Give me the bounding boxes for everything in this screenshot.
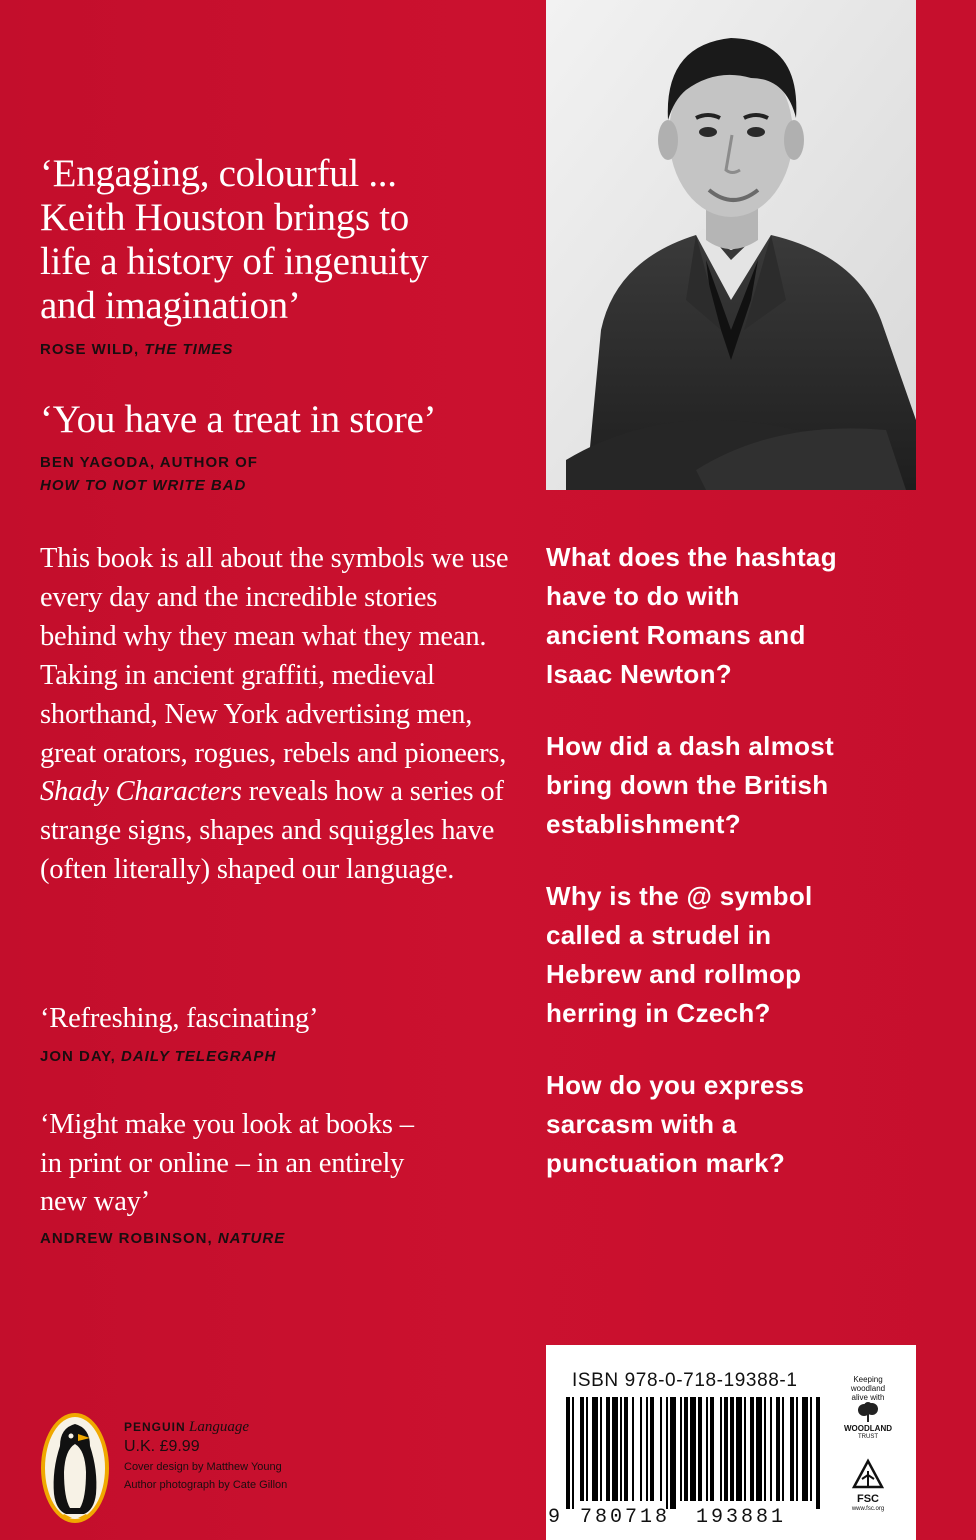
barcode-bar bbox=[586, 1397, 588, 1501]
barcode-bar bbox=[612, 1397, 618, 1501]
blurb-part-1: This book is all about the symbols we use every day and the incredible stories behind why they mean what they mean. Taking in ancient graffiti, medieval shorthand, New York advertising men, great orators, rogues, rebels and pioneers, bbox=[40, 543, 509, 769]
barcode-bar bbox=[660, 1397, 662, 1501]
penguin-logo bbox=[38, 1410, 112, 1526]
barcode-bar bbox=[624, 1397, 628, 1501]
imprint-line bbox=[124, 1418, 374, 1436]
quote-yagoda: ‘You have a treat in store’ bbox=[40, 398, 437, 441]
barcode-bar bbox=[606, 1397, 610, 1501]
attribution-name: ROSE WILD, bbox=[40, 341, 145, 358]
barcode-bar bbox=[680, 1397, 682, 1501]
barcode-bar bbox=[650, 1397, 654, 1501]
quote-telegraph: ‘Refreshing, fascinating’ bbox=[40, 1003, 319, 1034]
fsc-label: FSC bbox=[857, 1493, 879, 1505]
fsc-tree-icon bbox=[848, 1457, 888, 1491]
woodland-text-2: woodland bbox=[850, 1384, 886, 1393]
barcode-bar bbox=[600, 1397, 602, 1501]
fsc-url: www.fsc.org bbox=[851, 1506, 885, 1512]
barcode-digits-left: 780718 bbox=[580, 1506, 671, 1529]
question-sarcasm: How do you express sarcasm with a punctuation mark? bbox=[546, 1070, 805, 1178]
barcode-bar bbox=[646, 1397, 648, 1501]
attribution-line-2: HOW TO NOT WRITE BAD bbox=[40, 477, 247, 494]
quote-nature-attribution bbox=[40, 1227, 285, 1250]
barcode-bar bbox=[770, 1397, 772, 1501]
quote-nature: ‘Might make you look at books – in print or online – in an entirely new way’ bbox=[40, 1109, 414, 1217]
barcode-bar bbox=[698, 1397, 702, 1501]
barcode-bar bbox=[710, 1397, 714, 1501]
barcode-bar bbox=[640, 1397, 642, 1501]
author-photo-illustration bbox=[546, 0, 916, 490]
woodland-trust-mark bbox=[838, 1375, 898, 1442]
barcode-bar bbox=[666, 1397, 668, 1509]
barcode-bar bbox=[744, 1397, 746, 1501]
quote-yagoda-attribution bbox=[40, 451, 258, 497]
question-at-symbol: Why is the @ symbol called a strudel in Hebrew and rollmop herring in Czech? bbox=[546, 881, 813, 1028]
barcode-bar bbox=[632, 1397, 634, 1501]
barcode-bar bbox=[790, 1397, 794, 1501]
imprint-block bbox=[124, 1418, 374, 1494]
publisher-name: PENGUIN bbox=[124, 1420, 186, 1434]
quote-times: ‘Engaging, colourful ... Keith Houston brings to life a history of ingenuity and imagination’ bbox=[40, 152, 429, 327]
barcode-bar bbox=[750, 1397, 754, 1501]
barcode-bar bbox=[730, 1397, 734, 1501]
price: U.K. £9.99 bbox=[124, 1438, 200, 1455]
isbn-label: ISBN 978-0-718-19388-1 bbox=[572, 1370, 798, 1391]
barcode-bar bbox=[782, 1397, 784, 1501]
barcode-bar bbox=[720, 1397, 722, 1501]
barcode-bar bbox=[580, 1397, 584, 1501]
question-hashtag: What does the hashtag have to do with ancient Romans and Isaac Newton? bbox=[546, 542, 837, 689]
woodland-text-1: Keeping bbox=[853, 1375, 883, 1384]
barcode-bar bbox=[802, 1397, 808, 1501]
barcode-bar bbox=[566, 1397, 570, 1509]
question-dash: How did a dash almost bring down the British establishment? bbox=[546, 731, 835, 839]
barcode-bar bbox=[796, 1397, 798, 1501]
barcode-bar bbox=[816, 1397, 820, 1509]
photo-credit: Author photograph by Cate Gillon bbox=[124, 1479, 288, 1491]
fsc-mark bbox=[838, 1457, 898, 1514]
barcode-bar bbox=[764, 1397, 766, 1501]
barcode-panel bbox=[546, 1345, 916, 1540]
attribution-name: ANDREW ROBINSON, bbox=[40, 1230, 218, 1247]
tree-icon bbox=[855, 1402, 881, 1422]
barcode-bar bbox=[736, 1397, 742, 1501]
author-photo bbox=[546, 0, 916, 490]
book-blurb bbox=[40, 540, 515, 890]
cover-credit: Cover design by Matthew Young bbox=[124, 1461, 282, 1473]
barcode-digits-right: 193881 bbox=[696, 1506, 787, 1529]
barcode-bars bbox=[562, 1397, 822, 1509]
quote-telegraph-attribution bbox=[40, 1045, 276, 1068]
blurb-part-2: reveals how a series of strange signs, shapes and squiggles have (often literally) shaped our language. bbox=[40, 776, 504, 886]
barcode-bar bbox=[756, 1397, 762, 1501]
barcode-bar bbox=[592, 1397, 598, 1501]
woodland-org: WOODLAND bbox=[844, 1424, 892, 1433]
penguin-icon bbox=[38, 1410, 112, 1526]
barcode-bar bbox=[706, 1397, 708, 1501]
barcode-bar bbox=[724, 1397, 728, 1501]
blurb-title: Shady Characters bbox=[40, 776, 242, 808]
barcode-digit-first: 9 bbox=[548, 1506, 561, 1529]
barcode-bar bbox=[684, 1397, 688, 1501]
attribution-line-1: BEN YAGODA, AUTHOR OF bbox=[40, 454, 258, 471]
barcode-bar bbox=[670, 1397, 676, 1509]
series-name: Language bbox=[189, 1419, 250, 1435]
barcode-bar bbox=[620, 1397, 622, 1501]
barcode-bar bbox=[572, 1397, 574, 1509]
woodland-text-3: alive with bbox=[851, 1393, 885, 1402]
attribution-publication: NATURE bbox=[217, 1230, 286, 1247]
attribution-name: JON DAY, bbox=[40, 1048, 121, 1065]
barcode-bar bbox=[776, 1397, 780, 1501]
woodland-trust: TRUST bbox=[858, 1434, 878, 1440]
barcode-bar bbox=[690, 1397, 696, 1501]
attribution-publication: DAILY TELEGRAPH bbox=[120, 1048, 277, 1065]
attribution-publication: THE TIMES bbox=[144, 341, 234, 358]
barcode-bar bbox=[810, 1397, 812, 1501]
quote-times-attribution bbox=[40, 338, 233, 361]
